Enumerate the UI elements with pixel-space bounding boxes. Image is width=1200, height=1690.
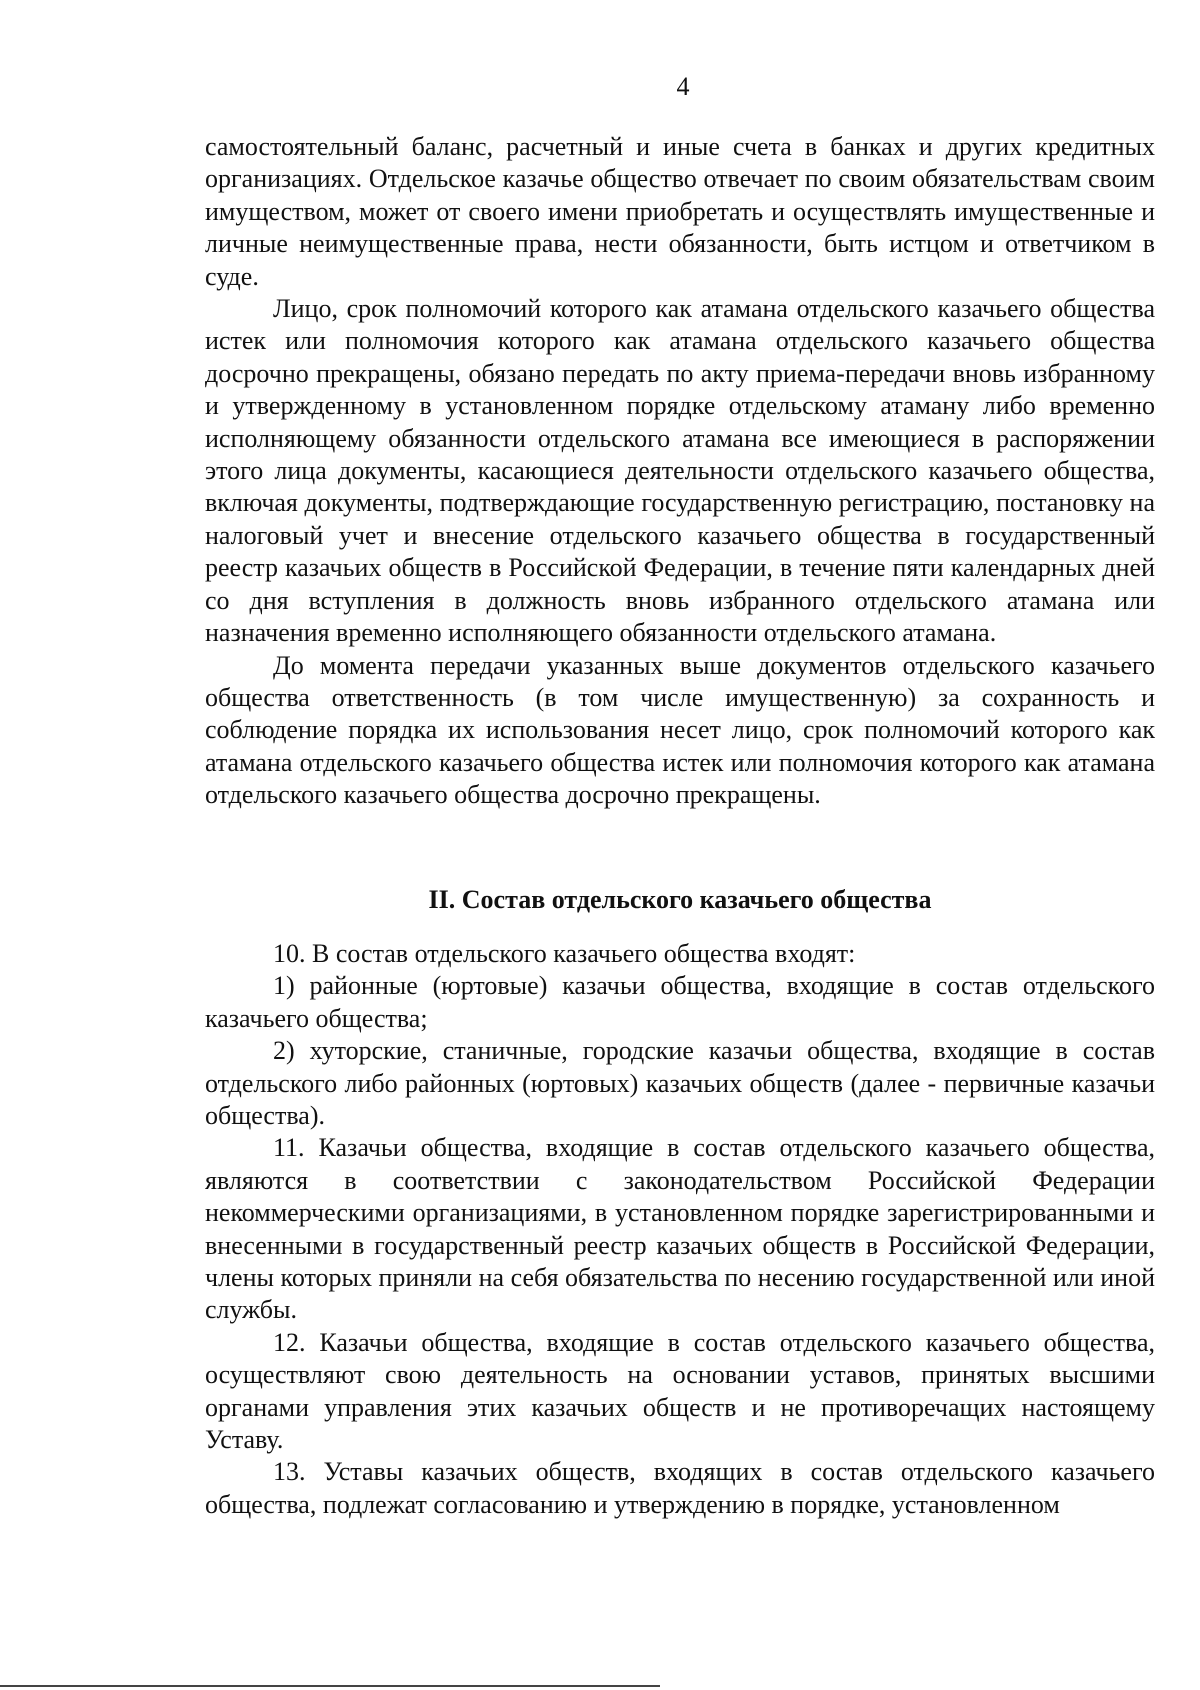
clause-10-item-2: 2) хуторские, станичные, городские казачьи общества, входящие в состав отдельского либо районных (юртовых) казачьих обществ (далее - первичные казачьи общества). xyxy=(205,1036,1155,1130)
section-heading: II. Состав отдельского казачьего общества xyxy=(428,884,932,914)
bottom-divider xyxy=(0,1685,660,1687)
clause-13: 13. Уставы казачьих обществ, входящих в состав отдельского казачьего общества, подлежат согласованию и утверждению в порядке, установленном xyxy=(205,1457,1155,1519)
clause-12: 12. Казачьи общества, входящие в состав отдельского казачьего общества, осуществляют свою деятельность на основании уставов, принятых высшими органами управления этих казачьих обществ и не противоречащих настоящему Уставу. xyxy=(205,1327,1155,1455)
clause-11: 11. Казачьи общества, входящие в состав отдельского казачьего общества, являются в соответствии с законодательством Российской Федерации некоммерческими организациями, в установленном порядке зарегистрированными и внесенными в государственный реестр казачьих обществ в Российской Федерации, члены которых приняли на себя обязательства по несению государственной или иной службы. xyxy=(205,1133,1155,1325)
clause-10-item-1: 1) районные (юртовые) казачьи общества, входящие в состав отдельского казачьего общества; xyxy=(205,971,1155,1033)
paragraph-responsibility: До момента передачи указанных выше документов отдельского казачьего общества ответственность (в том числе имущественную) за сохранность и соблюдение порядка их использования несет лицо, срок полномочий которого как атамана отдельского казачьего общества истек или полномочия которого как атамана отдельского казачьего общества досрочно прекращены. xyxy=(205,650,1155,810)
paragraph-ataman-handover: Лицо, срок полномочий которого как атамана отдельского казачьего общества истек или полномочия которого как атамана отдельского казачьего общества досрочно прекращены, обязано передать по акту приема-передачи вновь избранному и утвержденному в установленном порядке отдельскому атаману либо временно исполняющему обязанности отдельского атамана все имеющиеся в распоряжении этого лица документы, касающиеся деятельности отдельского казачьего общества, включая документы, подтверждающие государственную регистрацию, постановку на налоговый учет и внесение отдельского казачьего общества в государственный реестр казачьих обществ в Российской Федерации, в течение пяти календарных дней со дня вступления в должность вновь избранного отдельского атамана или назначения временно исполняющего обязанности отдельского атамана. xyxy=(205,294,1155,648)
page-number: 4 xyxy=(676,72,690,101)
document-body xyxy=(205,131,1155,1521)
paragraph-continuation: самостоятельный баланс, расчетный и иные счета в банках и других кредитных организациях. Отдельское казачье общество отвечает по своим обязательствам своим имуществом, может от своего имени приобретать и осуществлять имущественные и личные неимущественные права, нести обязанности, быть истцом и ответчиком в суде. xyxy=(205,132,1155,291)
clause-10: 10. В состав отдельского казачьего общества входят: xyxy=(273,938,856,968)
